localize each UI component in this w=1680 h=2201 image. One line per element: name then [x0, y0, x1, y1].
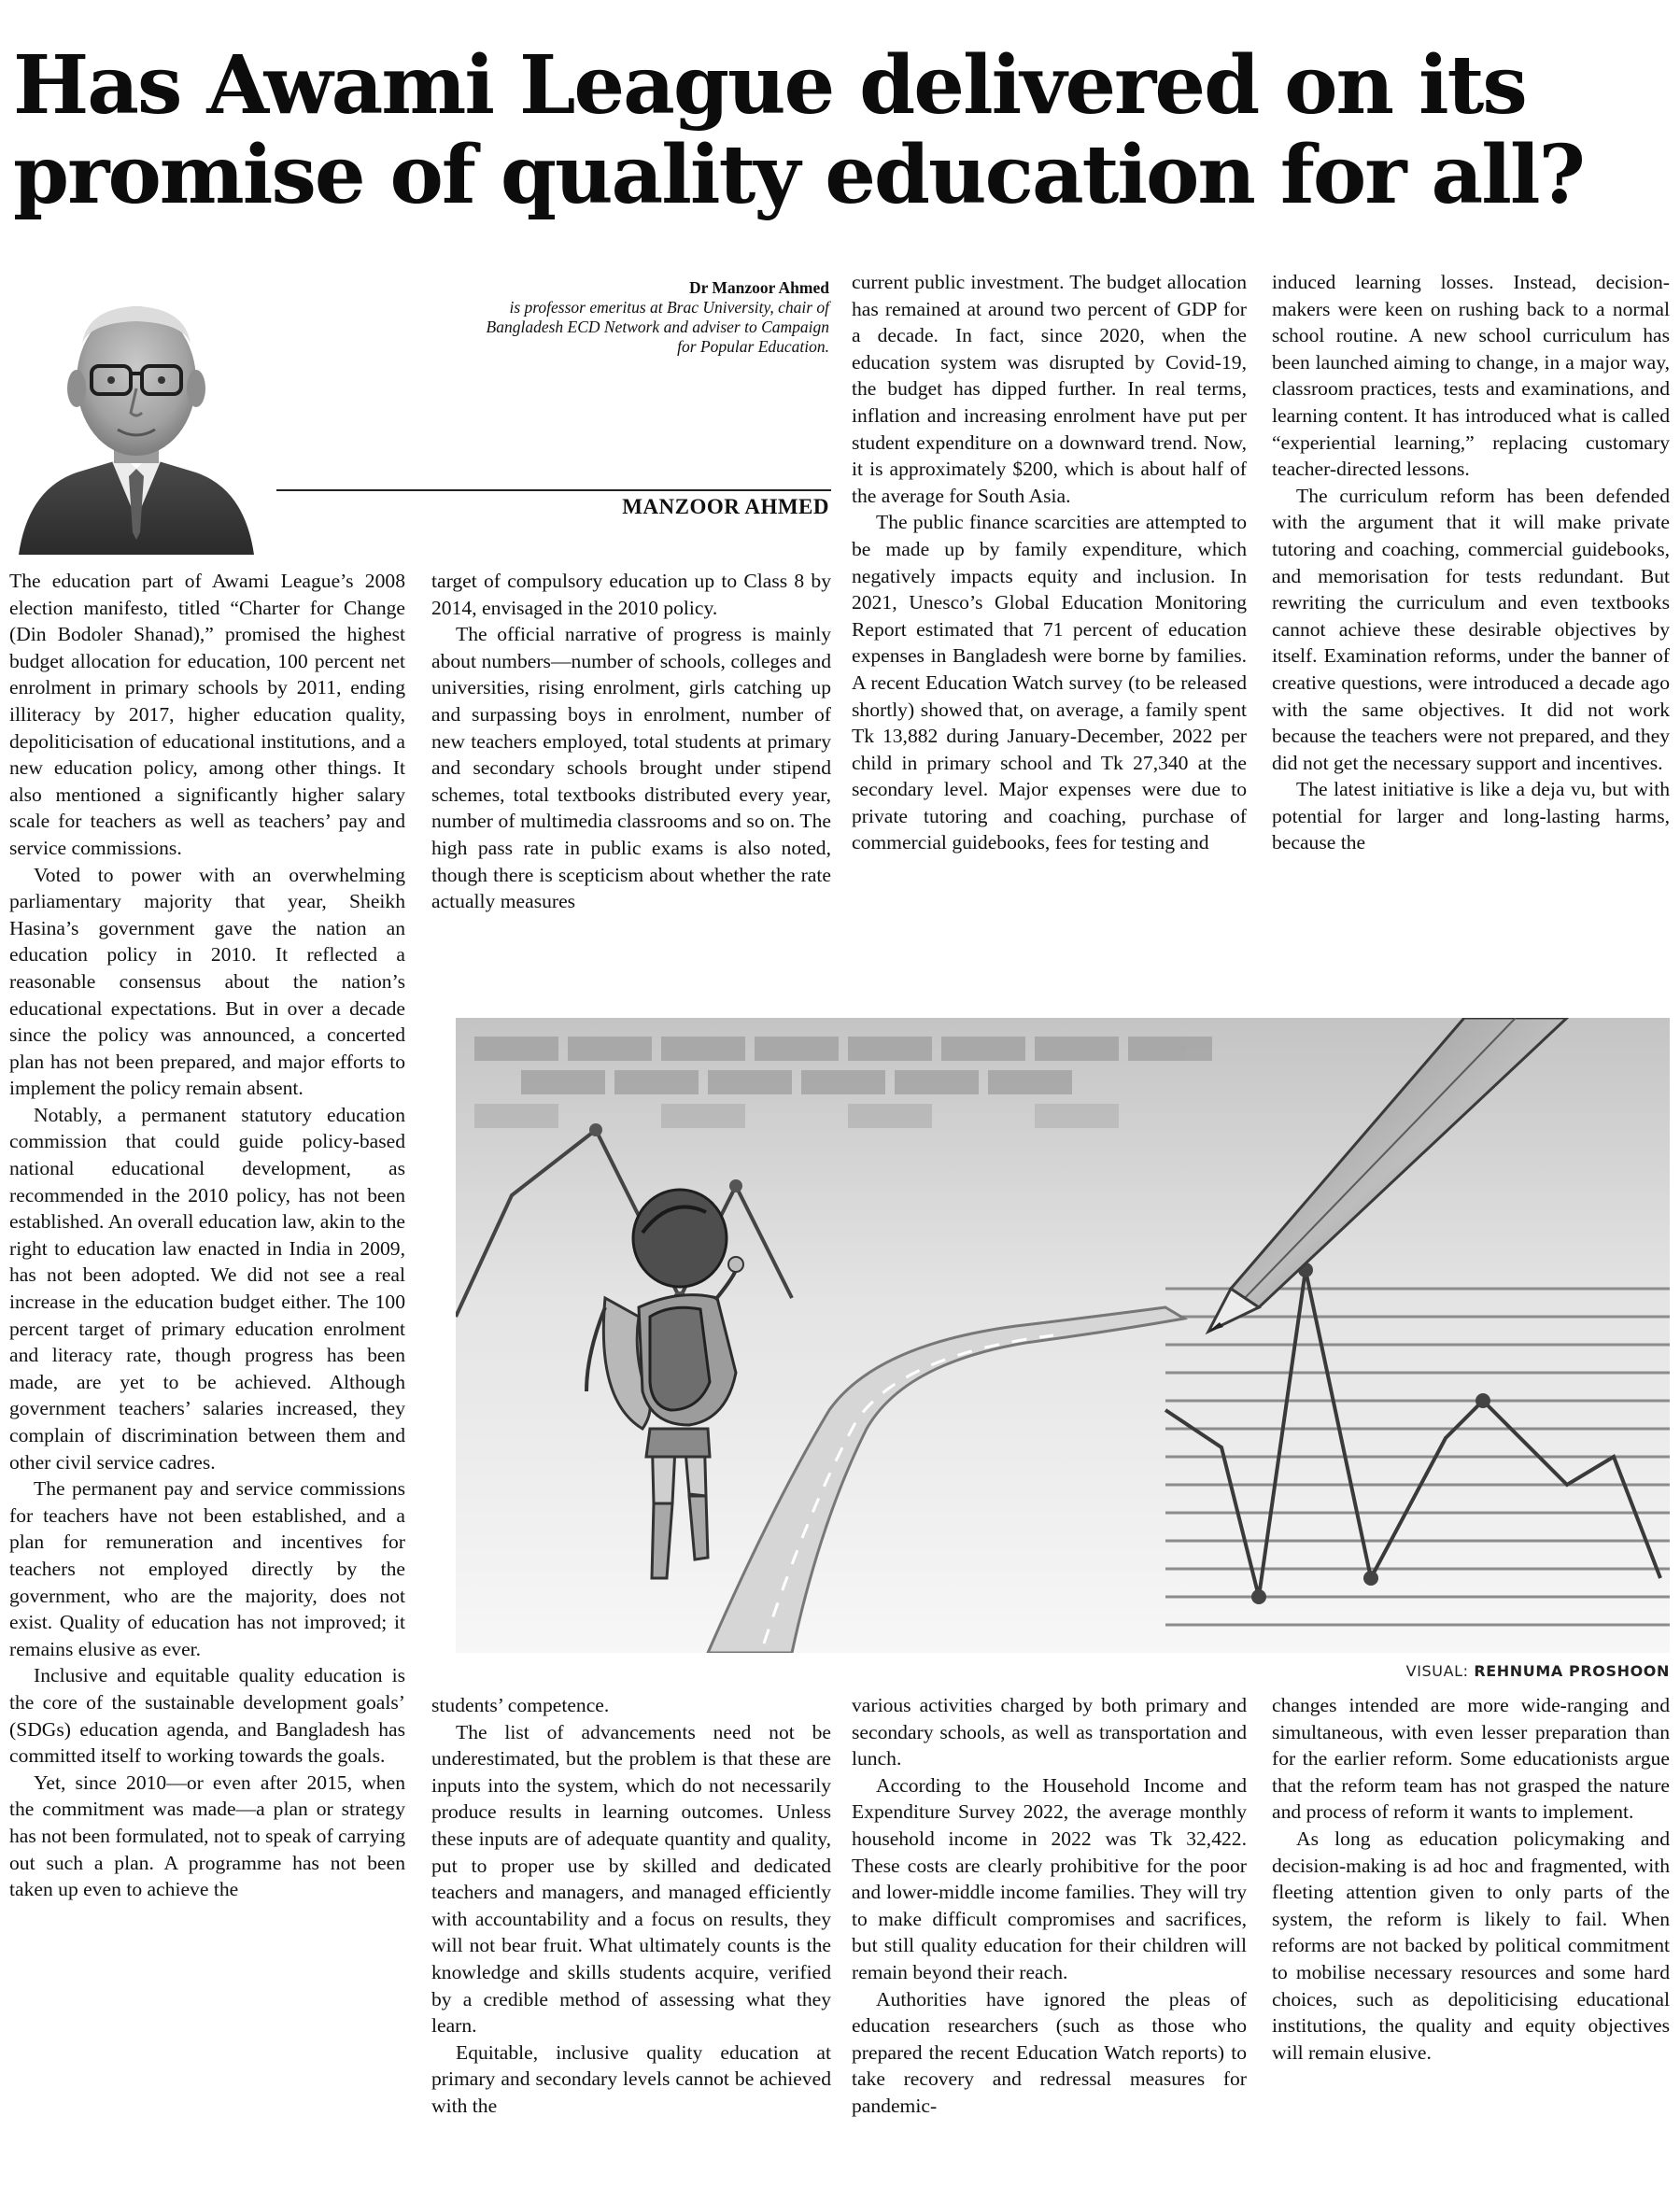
paragraph: As long as education policymaking and decision-making is ad hoc and fragmented, with fleeting attention given to only parts of the system, the reform is likely to fail. When reforms are not backed by political commitment to mobilise necessary resources and some hard choices, such as depoliticising educational institutions, the quality and equity objectives will remain elusive. — [1272, 1827, 1670, 2064]
article-column-1 — [9, 568, 405, 2197]
article-illustration — [456, 1018, 1670, 1653]
paragraph: Inclusive and equitable quality education is the core of the sustainable development goals’ (SDGs) education agenda, and Bangladesh has committed itself to working towards the goals. — [9, 1664, 405, 1768]
byline-box — [486, 278, 829, 357]
paragraph: Voted to power with an overwhelming parliamentary majority that year, Sheikh Hasina’s government gave the nation an education policy in 2010. It reflected a reasonable consensus about the nation’s educational expectations. But in over a decade since the policy was announced, a concerted plan has not been prepared, and major efforts to implement the policy remain absent. — [9, 863, 405, 1100]
paragraph: target of compulsory education up to Class 8 by 2014, envisaged in the 2010 policy. — [431, 570, 831, 619]
paragraph: The list of advancements need not be underestimated, but the problem is that these are inputs into the system, which do not necessarily produce results in learning outcomes. Unless these inputs are of adequate quantity and quality, put to proper use by skilled and dedicated teachers and managers, and managed efficiently with accountability and a focus on results, they will not bear fruit. What ultimately counts is the knowledge and skills students acquire, verified by a credible method of assessing what they learn. — [431, 1720, 831, 2038]
paragraph: The latest initiative is like a deja vu, but with potential for larger and long-lasting harms, because the — [1272, 778, 1670, 854]
article-column-2-top — [431, 568, 831, 915]
paragraph: According to the Household Income and Expenditure Survey 2022, the average monthly household income in 2022 was Tk 32,422. These costs are clearly prohibitive for the poor and lower-middle income families. They will try to make difficult compromises and sacrifices, but still quality education for their children will remain beyond their reach. — [852, 1773, 1247, 1983]
author-photo — [9, 269, 263, 555]
byline-name: Dr Manzoor Ahmed — [688, 278, 829, 297]
paragraph: Notably, a permanent statutory education commission that could guide policy-based national educational development, as recommended in the 2010 policy, has not been established. An overall education law, akin to the right to education law enacted in India in 2009, has not been adopted. We did not see a real increase in the education budget either. The 100 percent target of primary education enrolment and literacy rate, though progress has been made, are yet to be achieved. Although government teachers’ salaries increased, they complain of discrimination between them and other civil service cadres. — [9, 1103, 405, 1474]
byline-description: is professor emeritus at Brac University, chair of Bangladesh ECD Network and adviser to Campaign for Popular Education. — [486, 298, 829, 356]
article-column-3-top — [852, 269, 1247, 856]
paragraph: The education part of Awami League’s 2008 election manifesto, titled “Charter for Change (Din Bodoler Shanad),” promised the highest budget allocation for education, 100 percent net enrolment in primary schools by 2011, ending illiteracy by 2017, higher education quality, depoliticisation of educational institutions, and a new education policy, among other things. It also mentioned a significantly higher salary scale for teachers as well as teachers’ pay and service commissions. — [9, 570, 405, 859]
article-column-2-bottom — [431, 1692, 831, 2120]
article-column-4-bottom — [1272, 1692, 1670, 2066]
paragraph: students’ competence. — [431, 1694, 610, 1716]
author-portrait-svg — [9, 269, 263, 555]
paragraph: Authorities have ignored the pleas of education researchers (such as those who prepared the recent Education Watch reports) to take recovery and redressal measures for pandemic- — [852, 1987, 1247, 2117]
article-column-3-bottom — [852, 1692, 1247, 2120]
paragraph: The official narrative of progress is mainly about numbers—number of schools, colleges and universities, rising enrolment, girls catching up and surpassing boys in enrolment, number of new teachers employed, total students at primary and secondary schools brought under stipend schemes, total textbooks distributed every year, number of multimedia classrooms and so on. The high pass rate in public exams is also noted, though there is scepticism about whether the rate actually measures — [431, 623, 831, 913]
author-name: MANZOOR AHMED — [622, 495, 829, 518]
paragraph: The permanent pay and service commissions for teachers have not been established, and a plan for remuneration and incentives for teachers not employed directly by the government, who are the majority, does not exist. Quality of education has not improved; it remains elusive as ever. — [9, 1477, 405, 1660]
visual-credit — [1214, 1662, 1670, 1680]
paragraph: The curriculum reform has been defended with the argument that it will make private tutoring and coaching, commercial guidebooks, and memorisation for tests redundant. But rewriting the curriculum and even textbooks cannot achieve these desirable objectives by itself. Examination reforms, under the banner of creative questions, were introduced a decade ago with the same objectives. It did not work because the teachers were not prepared, and they did not get the necessary support and incentives. — [1272, 484, 1670, 774]
paragraph: induced learning losses. Instead, decision-makers were keen on rushing back to a normal school routine. A new school curriculum has been launched aiming to change, in a major way, classroom practices, tests and examinations, and learning content. It has introduced what is called “experiential learning,” replacing customary teacher-directed lessons. — [1272, 271, 1670, 481]
paragraph: current public investment. The budget allocation has remained at around two percent of GDP for a decade. In fact, since 2020, when the education system was disrupted by Covid-19, the budget has dipped further. In real terms, inflation and increasing enrolment have put per student expenditure on a downward trend. Now, it is approximately $200, which is about half of the average for South Asia. — [852, 271, 1247, 507]
visual-credit-name: REHNUMA PROSHOON — [1474, 1662, 1670, 1680]
headline: Has Awami League delivered on its promise of quality education for all? — [13, 38, 1584, 222]
illustration-svg — [456, 1018, 1670, 1653]
paragraph: various activities charged by both primary and secondary schools, as well as transportation and lunch. — [852, 1694, 1247, 1771]
paragraph: Yet, since 2010—or even after 2015, when the commitment was made—a plan or strategy has not been formulated, not to speak of carrying out such a plan. A programme has not been taken up even to achieve the — [9, 1771, 405, 1901]
paragraph: The public finance scarcities are attempted to be made up by family expenditure, which negatively impacts equity and inclusion. In 2021, Unesco’s Global Education Monitoring Report estimated that 71 percent of education expenses in Bangladesh were borne by families. A recent Education Watch survey (to be released shortly) showed that, on average, a family spent Tk 13,882 during January-December, 2022 per child in primary school and Tk 27,340 at the secondary level. Major expenses were due to private tutoring and coaching, purchase of commercial guidebooks, fees for testing and — [852, 511, 1247, 854]
paragraph: Equitable, inclusive quality education at primary and secondary levels cannot be achieved with the — [431, 2040, 831, 2117]
byline-divider — [276, 489, 831, 491]
visual-credit-label: VISUAL: — [1405, 1662, 1475, 1680]
article-column-4-top — [1272, 269, 1670, 856]
paragraph: changes intended are more wide-ranging and simultaneous, with even lesser preparation than for the earlier reform. Some educationists argue that the reform team has not grasped the nature and process of reform it wants to implement. — [1272, 1694, 1670, 1824]
